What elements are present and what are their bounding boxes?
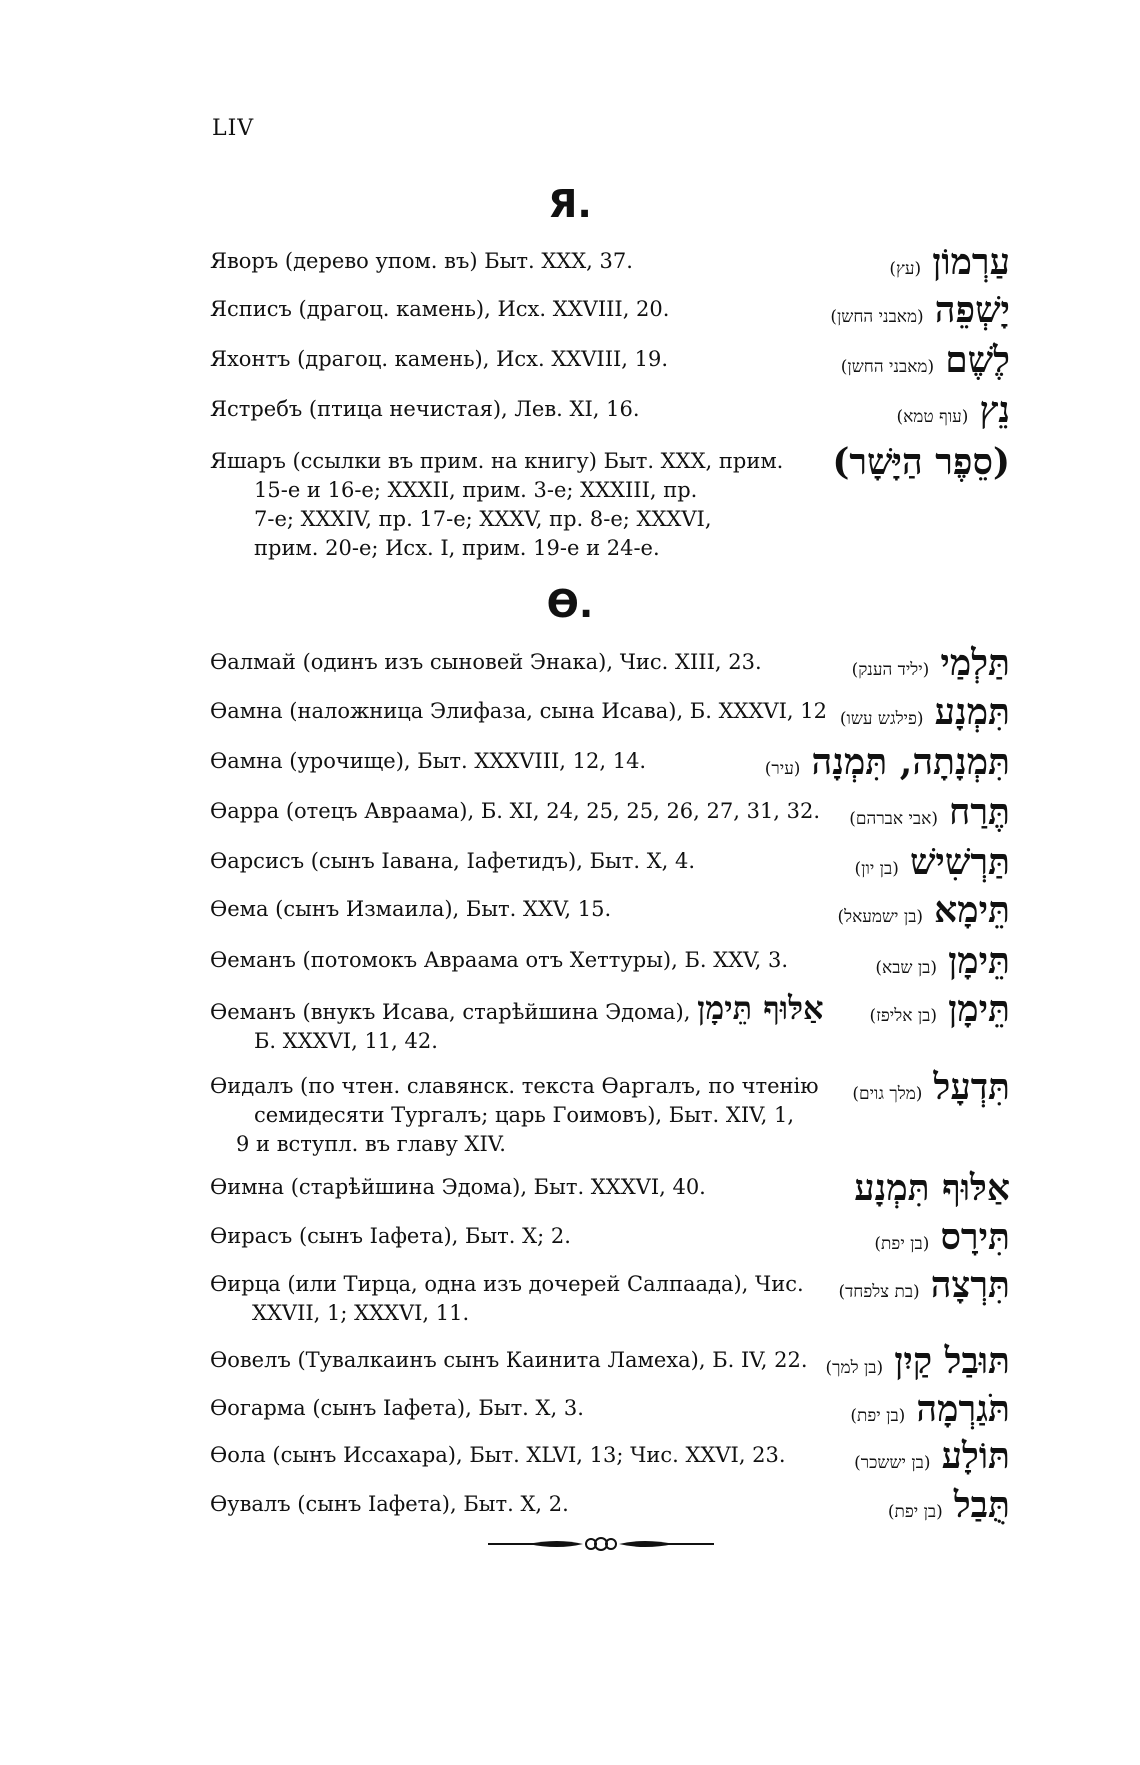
- hebrew-note: (בת צלפחד): [838, 1282, 920, 1302]
- dictionary-entry: [210, 841, 1030, 891]
- hebrew-word: יָשְׁפֵה: [934, 289, 1010, 331]
- entry-russian: [210, 697, 827, 726]
- hebrew-note: (יליד הענק): [851, 660, 930, 680]
- entry-line: Б. XXXVI, 11, 42.: [254, 1029, 438, 1053]
- entry-line: семидесяти Тургалъ; царь Гоимовъ), Быт. XIV, 1,: [254, 1103, 795, 1127]
- hebrew-word: תֶּרַח: [949, 791, 1010, 833]
- entry-hebrew: [826, 1340, 1010, 1382]
- hebrew-word: לֶשֶׁם: [945, 339, 1010, 381]
- entry-line: Ѳирасъ (сынъ Іафета), Быт. X; 2.: [210, 1224, 571, 1248]
- entry-line: 7-е; XXXIV, пр. 17-е; XXXV, пр. 8-е; XXXVI,: [254, 507, 712, 531]
- page-number: LIV: [212, 116, 255, 141]
- entry-line: Ѳарсисъ (сынъ Іавана, Іафетидъ), Быт. X, 4.: [210, 849, 696, 873]
- entry-line: Ѳирца (или Тирца, одна изъ дочерей Салпаада), Чис.: [210, 1272, 804, 1296]
- entry-line: Яшаръ (ссылки въ прим. на книгу) Быт. XXX, прим.: [210, 449, 784, 473]
- hebrew-word: תִּמְנָע: [934, 691, 1010, 733]
- hebrew-note: (מאבני החשן): [840, 357, 935, 377]
- entry-hebrew: [896, 389, 1010, 431]
- hebrew-word: תִּמְנָתָה, תִּמְנָה: [811, 741, 1010, 783]
- entry-line: Ѳимна (старѣйшина Эдома), Быт. XXXVI, 40.: [210, 1175, 706, 1199]
- hebrew-note: (בן למך): [825, 1358, 884, 1378]
- entry-russian: [210, 1394, 584, 1423]
- entry-hebrew: [832, 441, 1010, 483]
- dictionary-entry: [210, 691, 1030, 741]
- entry-russian: [210, 1490, 569, 1519]
- hebrew-note: (בן יפת): [887, 1502, 943, 1522]
- entry-line: Ѳамна (урочище), Быт. XXXVIII, 12, 14.: [210, 749, 647, 773]
- dictionary-entry: [210, 389, 1030, 439]
- entry-line: Ѳарра (отецъ Авраама), Б. XI, 24, 25, 25, 26, 27, 31, 32.: [210, 799, 821, 823]
- entry-russian: [210, 1346, 808, 1375]
- hebrew-note: (בן אליפז): [869, 1006, 937, 1026]
- entry-line: Ястребъ (птица нечистая), Лев. XI, 16.: [210, 397, 640, 421]
- entry-hebrew: [889, 241, 1010, 283]
- hebrew-word: (סֵפֶר הַיָּשָׁר): [832, 441, 1010, 483]
- entry-line: прим. 20-е; Исх. I, прим. 19-е и 24-е.: [254, 536, 660, 560]
- entry-line: Ѳема (сынъ Измаила), Быт. XXV, 15.: [210, 897, 612, 921]
- hebrew-note: (אבי אברהם): [849, 809, 938, 829]
- entry-hebrew: [852, 642, 1010, 684]
- entry-russian: [210, 247, 633, 276]
- hebrew-word: נֵץ: [979, 389, 1010, 431]
- dictionary-entry: [210, 339, 1030, 389]
- dictionary-entry: [210, 1216, 1030, 1266]
- entry-russian: [210, 1441, 786, 1470]
- hebrew-note: (עיר): [764, 759, 801, 779]
- dictionary-entry: [210, 791, 1030, 841]
- dictionary-entry: [210, 741, 1030, 791]
- entry-hebrew: [841, 339, 1010, 381]
- entry-hebrew: [852, 1066, 1010, 1108]
- hebrew-word: תֵּימָן: [948, 940, 1010, 982]
- hebrew-note: (פילגש עשו): [839, 709, 924, 729]
- entry-line: Ѳувалъ (сынъ Іафета), Быт. X, 2.: [210, 1492, 569, 1516]
- hebrew-note: (בן ישמעאל): [837, 907, 924, 927]
- entry-hebrew: [874, 1216, 1010, 1258]
- hebrew-word: אַלּוּף תִּמְנָע: [854, 1167, 1010, 1209]
- entry-russian: [210, 1270, 804, 1328]
- dictionary-entry: [210, 241, 1030, 291]
- entry-hebrew: [849, 791, 1010, 833]
- entry-line: 9 и вступл. въ главу XIV.: [236, 1132, 506, 1156]
- hebrew-word: תִּדְעָל: [933, 1066, 1010, 1108]
- dictionary-entry: [210, 1066, 1030, 1164]
- entry-russian: [210, 395, 640, 424]
- dictionary-entry: [210, 289, 1030, 339]
- dictionary-entry: [210, 1340, 1030, 1390]
- entry-russian: [210, 648, 762, 677]
- dictionary-entry: [210, 441, 1030, 567]
- entry-hebrew: [870, 988, 1010, 1030]
- entry-russian: [210, 1222, 571, 1251]
- entry-hebrew: [854, 1167, 1010, 1209]
- hebrew-word: תִּירָס: [940, 1216, 1010, 1258]
- entry-russian: [210, 747, 646, 776]
- entry-line: Ясписъ (драгоц. камень), Исх. XXVIII, 20.: [210, 297, 670, 321]
- entry-hebrew: [854, 1435, 1010, 1477]
- dictionary-entry: [210, 940, 1030, 990]
- entry-line: Ѳеманъ (потомокъ Авраама отъ Хеттуры), Б. XXV, 3.: [210, 948, 789, 972]
- entry-russian: [210, 1072, 819, 1159]
- hebrew-word: תַּרְשִׁישׁ: [909, 841, 1010, 883]
- entry-hebrew: [838, 1264, 1010, 1306]
- section-heading-ya: Я.: [548, 182, 592, 226]
- hebrew-note: (עץ): [889, 259, 922, 279]
- entry-line: Ѳогарма (сынъ Іафета), Быт. X, 3.: [210, 1396, 584, 1420]
- entry-russian: [210, 345, 668, 374]
- hebrew-note: (מלך גוים): [852, 1084, 923, 1104]
- entry-hebrew: [765, 741, 1010, 783]
- entry-line: Яворъ (дерево упом. въ) Быт. XXX, 37.: [210, 249, 633, 273]
- hebrew-note: (בן יון): [854, 859, 899, 879]
- hebrew-word: תּוֹלָע: [941, 1435, 1010, 1477]
- entry-line: Ѳидалъ (по чтен. славянск. текста Ѳаргалъ, по чтенію: [210, 1074, 819, 1098]
- dictionary-entry: [210, 988, 1030, 1064]
- entry-line: Ѳамна (наложница Элифаза, сына Исава), Б. XXXVI, 12: [210, 699, 827, 723]
- entry-line: 15-е и 16-е; XXXII, прим. 3-е; XXXIII, пр.: [254, 478, 698, 502]
- entry-russian: [210, 1173, 706, 1202]
- entry-hebrew: [838, 889, 1011, 931]
- hebrew-note: (בן יפת): [850, 1406, 906, 1426]
- dictionary-entry: [210, 642, 1030, 692]
- entry-russian: [210, 797, 820, 826]
- entry-russian: [210, 989, 824, 1056]
- entry-russian: [210, 946, 788, 975]
- entry-hebrew: [888, 1484, 1010, 1526]
- entry-hebrew: [830, 289, 1010, 331]
- entry-hebrew: [875, 940, 1010, 982]
- entry-line: Яхонтъ (драгоц. камень), Исх. XXVIII, 19.: [210, 347, 669, 371]
- entry-line: XXVII, 1; XXXVI, 11.: [252, 1301, 470, 1325]
- entry-russian: [210, 295, 669, 324]
- hebrew-word: תִּרְצָה: [930, 1264, 1010, 1306]
- entry-russian: [210, 447, 783, 563]
- section-heading-fita: Ѳ.: [546, 582, 594, 626]
- dictionary-entry: [210, 1264, 1030, 1334]
- entry-hebrew: [850, 1388, 1010, 1430]
- hebrew-word: תֻּבַל: [953, 1484, 1010, 1526]
- hebrew-note: (עוף טמא): [896, 407, 969, 427]
- hebrew-word: תֵּימָא: [934, 889, 1010, 931]
- entry-russian: [210, 895, 611, 924]
- entry-hebrew: [855, 841, 1011, 883]
- dictionary-entry: [210, 1435, 1030, 1485]
- dictionary-entry: [210, 889, 1030, 939]
- dictionary-entry: [210, 1388, 1030, 1438]
- entry-line: Ѳалмай (одинъ изъ сыновей Энака), Чис. XIII, 23.: [210, 650, 762, 674]
- hebrew-note: (בן שבא): [875, 958, 937, 978]
- entry-hebrew: [840, 691, 1010, 733]
- hebrew-note: (בן יפת): [874, 1234, 930, 1254]
- hebrew-word: תּוּבַל קַיִן: [894, 1340, 1010, 1382]
- hebrew-word: תֵּימָן: [948, 988, 1010, 1030]
- inline-hebrew: אַלּוּף תֵּימָן: [697, 989, 824, 1027]
- hebrew-word: תַּלְמַי: [940, 642, 1010, 684]
- hebrew-note: (מאבני החשן): [830, 307, 924, 327]
- hebrew-word: תֹּגַרְמָה: [916, 1388, 1010, 1430]
- entry-line: Ѳола (сынъ Иссахара), Быт. XLVI, 13; Чис. XXVI, 23.: [210, 1443, 786, 1467]
- entry-line: Ѳеманъ (внукъ Исава, старѣйшина Эдома),: [210, 1000, 691, 1024]
- closing-ornament: [488, 1534, 714, 1554]
- dictionary-entry: [210, 1484, 1030, 1534]
- hebrew-note: (בן יששכר): [854, 1453, 931, 1473]
- hebrew-word: עַרְמוֹן: [932, 241, 1010, 283]
- dictionary-entry: [210, 1167, 1030, 1217]
- entry-russian: [210, 847, 695, 876]
- entry-line: Ѳовелъ (Тувалкаинъ сынъ Каинита Ламеха), Б. IV, 22.: [210, 1348, 808, 1372]
